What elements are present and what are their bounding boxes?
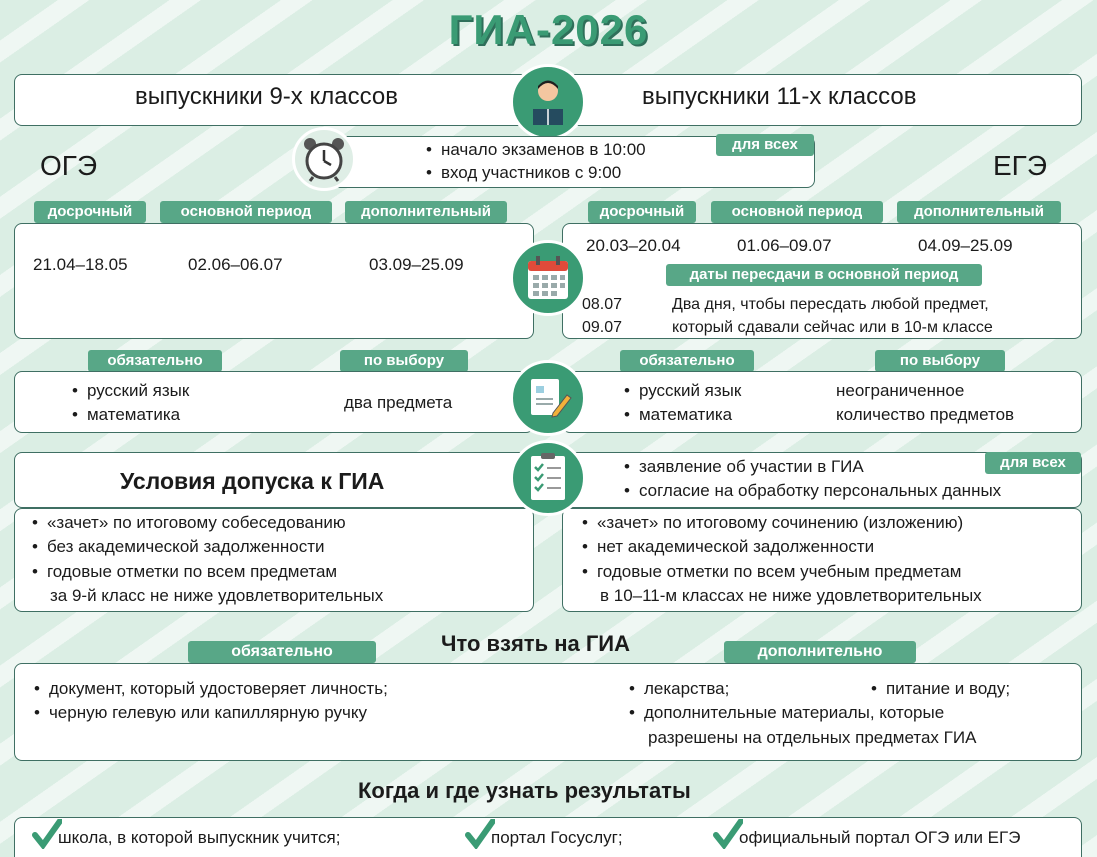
ege-admission-item: • годовые отметки по всем учебным предметам [582, 561, 962, 583]
retake-text: Два дня, чтобы пересдать любой предмет, [672, 296, 989, 313]
ege-admission-item: • «зачет» по итоговому сочинению (изложению) [582, 512, 963, 534]
bring-optional-item: • питание и воду; [871, 678, 1010, 700]
oge-date-extra: 03.09–25.09 [369, 255, 464, 274]
results-item: портал Госуслуг; [491, 828, 623, 847]
retake-text: который сдавали сейчас или в 10-м классе [672, 319, 993, 336]
oge-date-early: 21.04–18.05 [33, 255, 128, 274]
oge-tag-early: досрочный [34, 201, 146, 223]
oge-admission-item: • без академической задолженности [32, 536, 325, 558]
admission-common-item: • заявление об участии в ГИА [624, 456, 864, 478]
retake-tag: даты пересдачи в основной период [666, 264, 982, 286]
retake-date: 09.07 [582, 319, 623, 336]
oge-tag-extra: дополнительный [345, 201, 507, 223]
bring-optional-tag: дополнительно [724, 641, 916, 663]
ege-tag-early: досрочный [588, 201, 696, 223]
ege-admission-item: • нет академической задолженности [582, 536, 874, 558]
page-title: ГИА-2026 [448, 6, 649, 53]
ege-required-item: • математика [624, 404, 732, 426]
student-reading-icon [510, 64, 586, 140]
oge-periods-box [14, 223, 534, 339]
ege-required-tag: обязательно [620, 350, 754, 372]
retake-date: 08.07 [582, 296, 623, 313]
ege-choice-tag: по выбору [875, 350, 1005, 372]
oge-required-item: • русский язык [72, 380, 189, 402]
results-title: Когда и где узнать результаты [358, 778, 691, 803]
time-item: • вход участников с 9:00 [426, 162, 621, 184]
ege-tag-main: основной период [711, 201, 883, 223]
oge-tag-main: основной период [160, 201, 332, 223]
results-item: официальный портал ОГЭ или ЕГЭ [739, 828, 1021, 847]
bring-required-tag: обязательно [188, 641, 376, 663]
ege-required-item: • русский язык [624, 380, 741, 402]
checklist-icon [510, 440, 586, 516]
oge-choice: два предмета [344, 393, 453, 412]
admission-title: Условия допуска к ГИА [120, 468, 385, 494]
header-left: выпускники 9-х классов [135, 83, 398, 110]
bring-required-item: • черную гелевую или капиллярную ручку [34, 702, 367, 724]
bring-optional-item: • лекарства; [629, 678, 729, 700]
oge-admission-item: • годовые отметки по всем предметам [32, 561, 337, 583]
results-item: школа, в которой выпускник учится; [58, 828, 341, 847]
oge-label: ОГЭ [40, 150, 98, 181]
ege-date-early: 20.03–20.04 [586, 236, 681, 255]
oge-date-main: 02.06–06.07 [188, 255, 283, 274]
header-right: выпускники 11-х классов [642, 83, 917, 110]
oge-admission-item: • «зачет» по итоговому собеседованию [32, 512, 346, 534]
ege-admission-item-cont: в 10–11-м классах не ниже удовлетворительных [600, 586, 982, 605]
ege-date-main: 01.06–09.07 [737, 236, 832, 255]
ege-tag-extra: дополнительный [897, 201, 1061, 223]
oge-required-tag: обязательно [88, 350, 222, 372]
oge-required-item: • математика [72, 404, 180, 426]
ege-choice: количество предметов [836, 405, 1015, 424]
ege-date-extra: 04.09–25.09 [918, 236, 1013, 255]
bring-optional-item: • дополнительные материалы, которые [629, 702, 944, 724]
admission-common-item: • согласие на обработку персональных данных [624, 480, 1001, 502]
bring-required-item: • документ, который удостоверяет личность; [34, 678, 388, 700]
bring-optional-item-cont: разрешены на отдельных предметах ГИА [648, 728, 977, 747]
admission-badge: для всех [985, 452, 1081, 474]
time-badge: для всех [716, 134, 814, 156]
oge-choice-tag: по выбору [340, 350, 468, 372]
alarm-clock-icon [292, 127, 356, 191]
ege-label: ЕГЭ [993, 150, 1047, 181]
ege-choice: неограниченное [836, 381, 965, 400]
oge-admission-item-cont: за 9-й класс не ниже удовлетворительных [50, 586, 384, 605]
bring-title: Что взять на ГИА [441, 631, 631, 656]
calendar-icon [510, 240, 586, 316]
time-item: • начало экзаменов в 10:00 [426, 139, 646, 161]
document-pencil-icon [510, 360, 586, 436]
